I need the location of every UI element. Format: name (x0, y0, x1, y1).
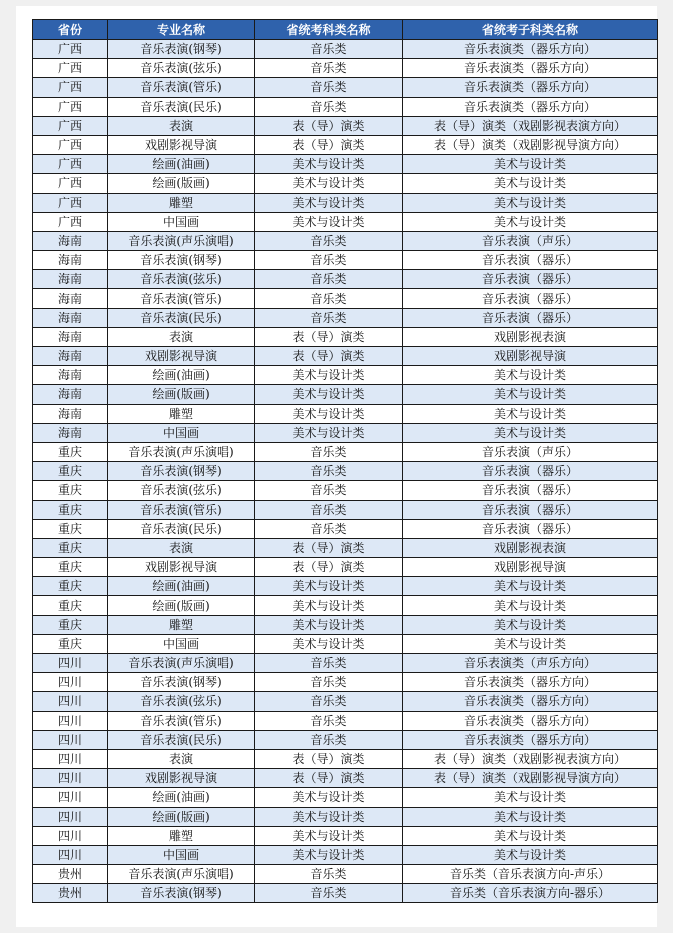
cell-exam-category: 音乐类 (255, 692, 403, 711)
table-row (33, 711, 658, 730)
cell-exam-subcategory: 音乐表演（器乐） (403, 462, 658, 481)
cell-major-name: 音乐表演(弦乐) (108, 59, 255, 78)
table-row (33, 730, 658, 749)
cell-major-name: 中国画 (108, 845, 255, 864)
table-row (33, 654, 658, 673)
cell-exam-subcategory: 美术与设计类 (403, 826, 658, 845)
cell-exam-subcategory: 音乐表演（器乐） (403, 519, 658, 538)
cell-major-name: 中国画 (108, 634, 255, 653)
cell-province: 海南 (33, 327, 108, 346)
table-row (33, 538, 658, 557)
cell-major-name: 音乐表演(钢琴) (108, 673, 255, 692)
cell-exam-category: 表（导）演类 (255, 558, 403, 577)
cell-province: 四川 (33, 711, 108, 730)
cell-exam-category: 音乐类 (255, 673, 403, 692)
cell-major-name: 表演 (108, 749, 255, 768)
cell-exam-subcategory: 音乐表演（器乐） (403, 251, 658, 270)
cell-major-name: 音乐表演(钢琴) (108, 40, 255, 59)
cell-major-name: 绘画(油画) (108, 155, 255, 174)
table-row (33, 404, 658, 423)
cell-province: 海南 (33, 347, 108, 366)
cell-exam-subcategory: 音乐表演类（器乐方向） (403, 730, 658, 749)
table-row (33, 558, 658, 577)
cell-exam-subcategory: 戏剧影视导演 (403, 347, 658, 366)
cell-major-name: 中国画 (108, 423, 255, 442)
cell-exam-subcategory: 音乐表演（声乐） (403, 442, 658, 461)
cell-major-name: 音乐表演(钢琴) (108, 251, 255, 270)
cell-exam-subcategory: 音乐表演类（器乐方向） (403, 97, 658, 116)
cell-major-name: 音乐表演(弦乐) (108, 481, 255, 500)
cell-major-name: 表演 (108, 116, 255, 135)
cell-exam-category: 美术与设计类 (255, 385, 403, 404)
cell-province: 广西 (33, 193, 108, 212)
cell-major-name: 戏剧影视导演 (108, 347, 255, 366)
header-province: 省份 (33, 20, 108, 40)
cell-province: 广西 (33, 155, 108, 174)
cell-major-name: 绘画(版画) (108, 174, 255, 193)
cell-exam-category: 美术与设计类 (255, 577, 403, 596)
cell-province: 广西 (33, 135, 108, 154)
document-page (16, 6, 657, 927)
cell-exam-category: 美术与设计类 (255, 634, 403, 653)
cell-exam-subcategory: 美术与设计类 (403, 634, 658, 653)
cell-province: 广西 (33, 59, 108, 78)
cell-exam-subcategory: 音乐表演（器乐） (403, 308, 658, 327)
cell-province: 四川 (33, 807, 108, 826)
cell-exam-category: 音乐类 (255, 711, 403, 730)
cell-exam-category: 美术与设计类 (255, 845, 403, 864)
table-row (33, 596, 658, 615)
table-row (33, 174, 658, 193)
cell-major-name: 音乐表演(民乐) (108, 519, 255, 538)
table-row (33, 155, 658, 174)
cell-exam-category: 美术与设计类 (255, 366, 403, 385)
cell-exam-category: 美术与设计类 (255, 174, 403, 193)
table-row (33, 442, 658, 461)
cell-province: 广西 (33, 97, 108, 116)
cell-exam-subcategory: 音乐表演类（器乐方向） (403, 59, 658, 78)
cell-exam-subcategory: 表（导）演类（戏剧影视导演方向） (403, 769, 658, 788)
cell-major-name: 音乐表演(声乐演唱) (108, 654, 255, 673)
cell-major-name: 戏剧影视导演 (108, 135, 255, 154)
cell-province: 广西 (33, 212, 108, 231)
cell-exam-subcategory: 美术与设计类 (403, 155, 658, 174)
table-row (33, 826, 658, 845)
cell-exam-subcategory: 美术与设计类 (403, 788, 658, 807)
cell-exam-subcategory: 音乐表演（器乐） (403, 481, 658, 500)
cell-province: 重庆 (33, 577, 108, 596)
cell-exam-category: 音乐类 (255, 462, 403, 481)
cell-exam-category: 美术与设计类 (255, 788, 403, 807)
cell-province: 四川 (33, 845, 108, 864)
cell-exam-subcategory: 美术与设计类 (403, 615, 658, 634)
cell-exam-subcategory: 美术与设计类 (403, 577, 658, 596)
cell-exam-category: 音乐类 (255, 865, 403, 884)
cell-exam-category: 表（导）演类 (255, 347, 403, 366)
cell-exam-category: 音乐类 (255, 519, 403, 538)
cell-exam-subcategory: 美术与设计类 (403, 366, 658, 385)
table-row (33, 807, 658, 826)
cell-exam-category: 美术与设计类 (255, 615, 403, 634)
table-row (33, 615, 658, 634)
table-header-row (33, 20, 658, 40)
cell-exam-subcategory: 美术与设计类 (403, 193, 658, 212)
cell-exam-subcategory: 音乐表演（器乐） (403, 270, 658, 289)
cell-province: 重庆 (33, 558, 108, 577)
cell-major-name: 音乐表演(民乐) (108, 97, 255, 116)
cell-major-name: 音乐表演(管乐) (108, 289, 255, 308)
header-exam-subcategory: 省统考子科类名称 (403, 20, 658, 40)
table-row (33, 462, 658, 481)
table-row (33, 193, 658, 212)
cell-province: 海南 (33, 366, 108, 385)
cell-exam-subcategory: 音乐表演（器乐） (403, 500, 658, 519)
cell-major-name: 音乐表演(声乐演唱) (108, 865, 255, 884)
cell-exam-subcategory: 音乐表演（声乐） (403, 231, 658, 250)
table-body (33, 40, 658, 903)
cell-major-name: 表演 (108, 538, 255, 557)
cell-major-name: 雕塑 (108, 615, 255, 634)
cell-province: 海南 (33, 270, 108, 289)
cell-exam-subcategory: 音乐表演（器乐） (403, 289, 658, 308)
table-row (33, 749, 658, 768)
cell-major-name: 雕塑 (108, 826, 255, 845)
cell-exam-subcategory: 美术与设计类 (403, 596, 658, 615)
cell-province: 四川 (33, 730, 108, 749)
header-exam-category: 省统考科类名称 (255, 20, 403, 40)
cell-province: 重庆 (33, 615, 108, 634)
cell-province: 四川 (33, 788, 108, 807)
cell-exam-category: 表（导）演类 (255, 538, 403, 557)
header-major-name: 专业名称 (108, 20, 255, 40)
cell-major-name: 绘画(油画) (108, 366, 255, 385)
cell-major-name: 表演 (108, 327, 255, 346)
cell-province: 贵州 (33, 865, 108, 884)
cell-exam-category: 音乐类 (255, 59, 403, 78)
cell-major-name: 戏剧影视导演 (108, 769, 255, 788)
table-row (33, 884, 658, 903)
cell-province: 四川 (33, 826, 108, 845)
cell-province: 重庆 (33, 462, 108, 481)
cell-exam-category: 音乐类 (255, 730, 403, 749)
table-row (33, 308, 658, 327)
cell-exam-subcategory: 音乐表演类（器乐方向） (403, 78, 658, 97)
cell-major-name: 中国画 (108, 212, 255, 231)
table-row (33, 40, 658, 59)
table-row (33, 577, 658, 596)
cell-major-name: 音乐表演(民乐) (108, 308, 255, 327)
cell-exam-category: 音乐类 (255, 308, 403, 327)
table-row (33, 231, 658, 250)
cell-major-name: 音乐表演(管乐) (108, 78, 255, 97)
cell-major-name: 雕塑 (108, 404, 255, 423)
cell-exam-category: 表（导）演类 (255, 116, 403, 135)
cell-exam-subcategory: 音乐表演类（器乐方向） (403, 711, 658, 730)
cell-province: 四川 (33, 769, 108, 788)
cell-exam-subcategory: 音乐类（音乐表演方向-器乐） (403, 884, 658, 903)
table-row (33, 385, 658, 404)
cell-major-name: 音乐表演(声乐演唱) (108, 231, 255, 250)
cell-exam-category: 音乐类 (255, 251, 403, 270)
cell-exam-category: 美术与设计类 (255, 404, 403, 423)
cell-exam-subcategory: 美术与设计类 (403, 807, 658, 826)
table-row (33, 519, 658, 538)
cell-exam-category: 音乐类 (255, 289, 403, 308)
table-row (33, 865, 658, 884)
cell-exam-category: 美术与设计类 (255, 193, 403, 212)
cell-province: 重庆 (33, 596, 108, 615)
cell-exam-category: 音乐类 (255, 481, 403, 500)
cell-major-name: 音乐表演(弦乐) (108, 270, 255, 289)
cell-province: 海南 (33, 231, 108, 250)
cell-exam-subcategory: 音乐表演类（器乐方向） (403, 40, 658, 59)
cell-major-name: 绘画(版画) (108, 596, 255, 615)
cell-exam-subcategory: 戏剧影视表演 (403, 327, 658, 346)
table-row (33, 481, 658, 500)
table-row (33, 845, 658, 864)
cell-major-name: 音乐表演(钢琴) (108, 884, 255, 903)
cell-exam-subcategory: 表（导）演类（戏剧影视导演方向） (403, 135, 658, 154)
cell-exam-category: 音乐类 (255, 97, 403, 116)
cell-major-name: 戏剧影视导演 (108, 558, 255, 577)
cell-exam-subcategory: 美术与设计类 (403, 385, 658, 404)
table-row (33, 692, 658, 711)
table-row (33, 116, 658, 135)
table-row (33, 500, 658, 519)
cell-exam-subcategory: 美术与设计类 (403, 423, 658, 442)
cell-exam-category: 美术与设计类 (255, 423, 403, 442)
cell-province: 四川 (33, 749, 108, 768)
cell-major-name: 绘画(版画) (108, 807, 255, 826)
cell-exam-subcategory: 音乐类（音乐表演方向-声乐） (403, 865, 658, 884)
table-row (33, 270, 658, 289)
cell-exam-category: 美术与设计类 (255, 155, 403, 174)
table-row (33, 788, 658, 807)
cell-exam-category: 表（导）演类 (255, 135, 403, 154)
cell-exam-subcategory: 美术与设计类 (403, 845, 658, 864)
cell-province: 海南 (33, 308, 108, 327)
cell-exam-category: 音乐类 (255, 231, 403, 250)
table-row (33, 78, 658, 97)
cell-province: 重庆 (33, 500, 108, 519)
cell-exam-category: 美术与设计类 (255, 826, 403, 845)
cell-exam-category: 音乐类 (255, 500, 403, 519)
table-row (33, 97, 658, 116)
table-row (33, 327, 658, 346)
cell-major-name: 绘画(油画) (108, 788, 255, 807)
table-row (33, 251, 658, 270)
cell-exam-category: 表（导）演类 (255, 749, 403, 768)
cell-province: 重庆 (33, 481, 108, 500)
cell-exam-subcategory: 音乐表演类（声乐方向） (403, 654, 658, 673)
table-row (33, 673, 658, 692)
cell-major-name: 音乐表演(民乐) (108, 730, 255, 749)
table-row (33, 423, 658, 442)
cell-exam-category: 美术与设计类 (255, 596, 403, 615)
cell-province: 广西 (33, 78, 108, 97)
cell-province: 海南 (33, 289, 108, 308)
cell-major-name: 音乐表演(管乐) (108, 500, 255, 519)
cell-province: 海南 (33, 385, 108, 404)
cell-exam-category: 音乐类 (255, 40, 403, 59)
cell-major-name: 音乐表演(声乐演唱) (108, 442, 255, 461)
cell-major-name: 雕塑 (108, 193, 255, 212)
table-row (33, 366, 658, 385)
cell-province: 四川 (33, 692, 108, 711)
major-category-table (32, 19, 658, 903)
cell-province: 海南 (33, 423, 108, 442)
cell-exam-category: 音乐类 (255, 884, 403, 903)
table-row (33, 634, 658, 653)
cell-province: 四川 (33, 654, 108, 673)
cell-major-name: 音乐表演(弦乐) (108, 692, 255, 711)
cell-exam-subcategory: 表（导）演类（戏剧影视表演方向） (403, 749, 658, 768)
cell-province: 广西 (33, 116, 108, 135)
cell-exam-subcategory: 美术与设计类 (403, 404, 658, 423)
cell-exam-category: 表（导）演类 (255, 769, 403, 788)
cell-exam-subcategory: 音乐表演类（器乐方向） (403, 692, 658, 711)
cell-exam-subcategory: 戏剧影视导演 (403, 558, 658, 577)
cell-exam-category: 音乐类 (255, 78, 403, 97)
cell-exam-subcategory: 戏剧影视表演 (403, 538, 658, 557)
cell-exam-category: 美术与设计类 (255, 212, 403, 231)
cell-exam-subcategory: 表（导）演类（戏剧影视表演方向） (403, 116, 658, 135)
cell-province: 广西 (33, 174, 108, 193)
cell-exam-subcategory: 美术与设计类 (403, 212, 658, 231)
cell-exam-category: 音乐类 (255, 654, 403, 673)
table-row (33, 135, 658, 154)
table-row (33, 59, 658, 78)
table-row (33, 289, 658, 308)
cell-major-name: 音乐表演(钢琴) (108, 462, 255, 481)
cell-exam-category: 美术与设计类 (255, 807, 403, 826)
table-row (33, 212, 658, 231)
cell-exam-category: 表（导）演类 (255, 327, 403, 346)
cell-province: 重庆 (33, 519, 108, 538)
cell-major-name: 绘画(油画) (108, 577, 255, 596)
cell-province: 广西 (33, 40, 108, 59)
cell-province: 重庆 (33, 634, 108, 653)
cell-major-name: 绘画(版画) (108, 385, 255, 404)
cell-exam-subcategory: 美术与设计类 (403, 174, 658, 193)
cell-province: 贵州 (33, 884, 108, 903)
cell-province: 四川 (33, 673, 108, 692)
table-row (33, 347, 658, 366)
cell-province: 重庆 (33, 538, 108, 557)
cell-exam-category: 音乐类 (255, 442, 403, 461)
table-row (33, 769, 658, 788)
cell-province: 重庆 (33, 442, 108, 461)
cell-exam-category: 音乐类 (255, 270, 403, 289)
cell-province: 海南 (33, 251, 108, 270)
cell-exam-subcategory: 音乐表演类（器乐方向） (403, 673, 658, 692)
cell-province: 海南 (33, 404, 108, 423)
cell-major-name: 音乐表演(管乐) (108, 711, 255, 730)
